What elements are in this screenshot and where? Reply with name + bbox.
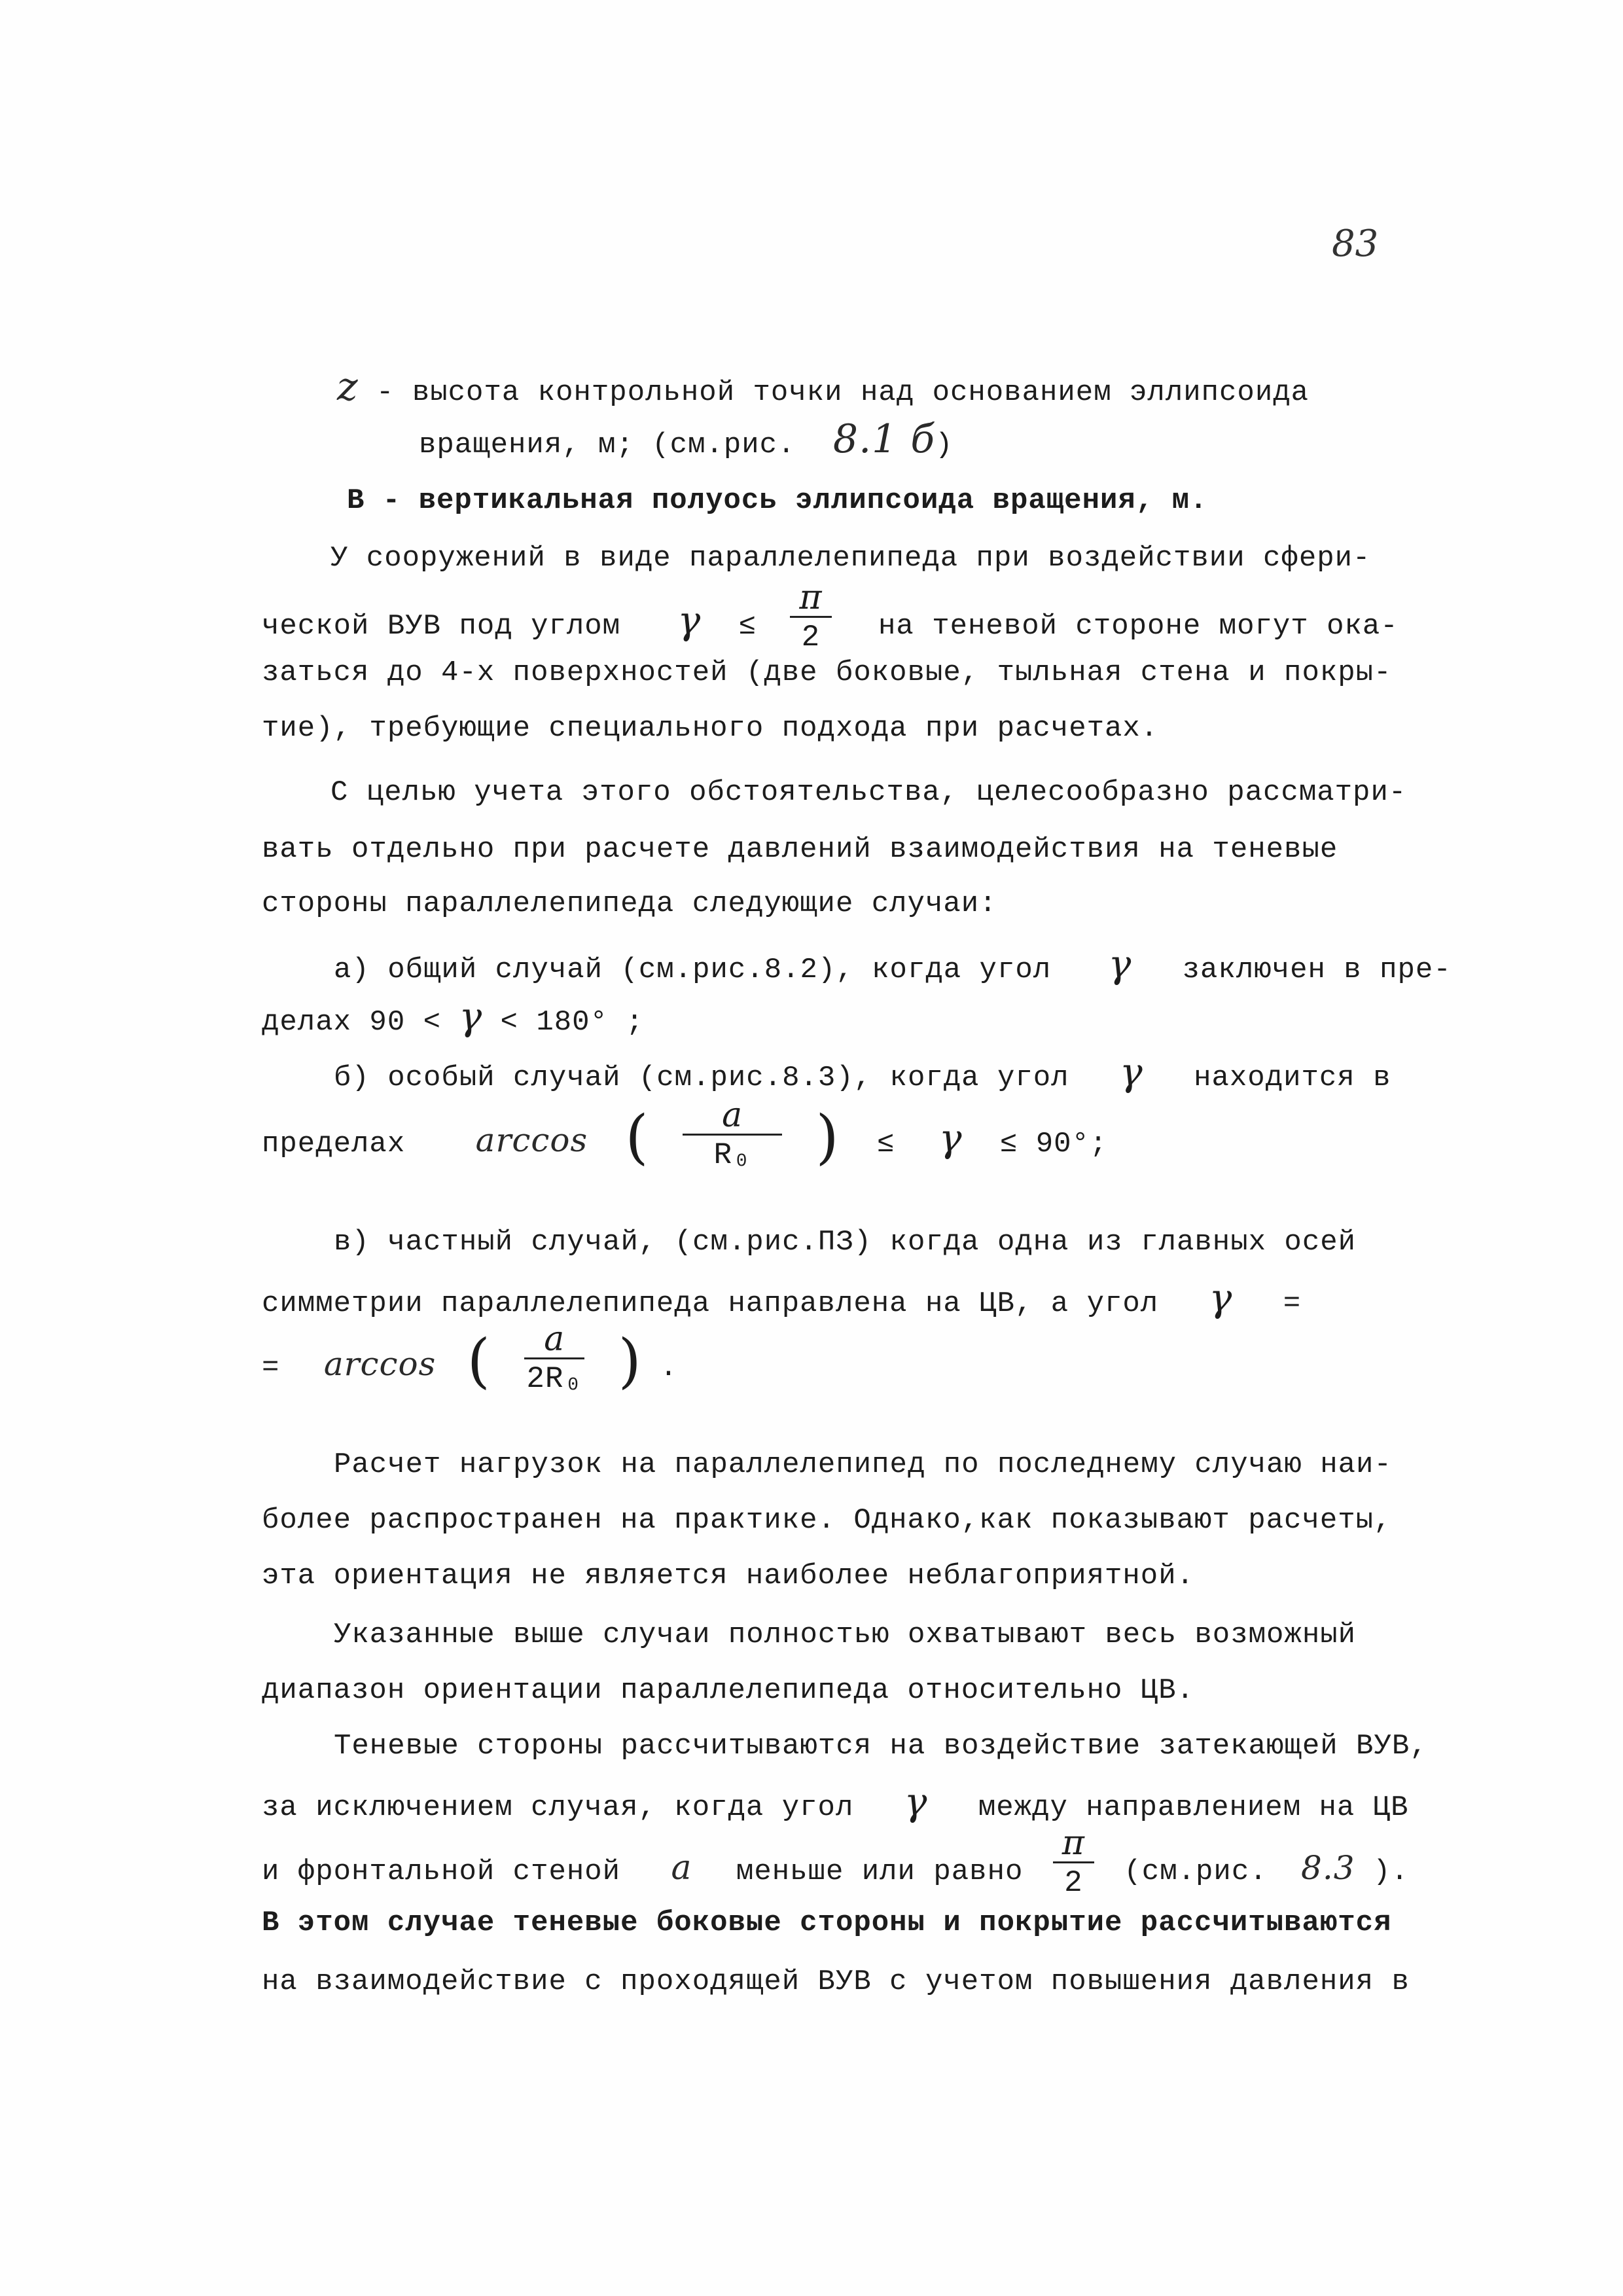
gamma-symbol: γ — [904, 1780, 928, 1824]
para5-line3-c: (см.рис. — [1124, 1856, 1268, 1889]
case-a-line1-b: заключен в пре- — [1182, 954, 1452, 986]
para5-line3-d: ). — [1372, 1856, 1409, 1889]
gamma-symbol: γ — [1108, 942, 1132, 986]
gamma-symbol: γ — [938, 1116, 963, 1161]
para5-line3-a: и фронтальной стеной — [262, 1856, 621, 1889]
para2-line3: стороны параллелепипеда следующие случаи: — [262, 888, 997, 920]
fraction-a-over-r0 — [683, 1097, 782, 1175]
fraction-pi-over-2 — [1053, 1825, 1094, 1903]
le-symbol: ≤ — [877, 1128, 895, 1161]
equals-sign: = — [262, 1352, 280, 1385]
arccos-label: arccos — [475, 1121, 588, 1160]
fraction-den: 2R₀ — [526, 1362, 583, 1396]
definition-z-cont-text: вращения, м; (см.рис. — [419, 429, 796, 461]
paren-open: ( — [625, 1102, 649, 1172]
symbol-b: B — [347, 484, 365, 517]
para5-line4: В этом случае теневые боковые стороны и покрытие рассчитываются — [262, 1907, 1392, 1939]
le-symbol: ≤ — [738, 610, 757, 643]
definition-z-close: ) — [935, 429, 954, 461]
para4-line2: диапазон ориентации параллелепипеда относительно ЦВ. — [262, 1674, 1195, 1707]
fraction-num: π — [790, 579, 831, 618]
para2-line2: вать отдельно при расчете давлений взаимодействия на теневые — [262, 833, 1338, 866]
paren-open: ( — [467, 1326, 491, 1395]
fraction-num: a — [524, 1321, 584, 1359]
definition-b — [347, 473, 1207, 529]
para5-line2 — [262, 1774, 1409, 1836]
fraction-den: 2 — [1064, 1866, 1083, 1900]
gamma-symbol: γ — [1119, 1050, 1143, 1094]
para1-line3: заться до 4-х поверхностей (две боковые, тыльная стена и покры- — [262, 656, 1392, 689]
equals-sign: = — [1283, 1287, 1302, 1320]
para1-line2-a: ческой ВУВ под углом — [262, 610, 621, 643]
para3-line1: Расчет нагрузок на параллелепипед по последнему случаю наи- — [334, 1448, 1392, 1481]
case-a-line1-a: а) общий случай (см.рис.8.2), когда угол — [334, 954, 1052, 986]
paren-close: ) — [618, 1326, 642, 1395]
figure-ref-8-1b: 8.1 б — [832, 416, 936, 462]
para3-line2: более распространен на практике. Однако,как показывают расчеты, — [262, 1504, 1392, 1537]
figure-ref-8-3: 8.3 — [1301, 1849, 1355, 1888]
fraction-num: π — [1053, 1825, 1094, 1863]
definition-z-cont — [419, 411, 953, 473]
period: . — [660, 1352, 678, 1385]
para5-line2-a: за исключением случая, когда угол — [262, 1791, 854, 1824]
case-b-line1-a: б) особый случай (см.рис.8.3), когда угол — [334, 1062, 1069, 1094]
case-b-line2-a: пределах — [262, 1128, 406, 1161]
fraction-num: a — [683, 1097, 782, 1136]
gamma-symbol: γ — [677, 598, 702, 643]
fraction-a-over-2r0 — [524, 1321, 584, 1399]
page-number: 83 — [1332, 223, 1379, 265]
case-a-line2-a: делах 90 < — [262, 1006, 442, 1039]
case-b-line2-c: ≤ 90°; — [999, 1128, 1108, 1161]
case-b-line1 — [334, 1044, 1391, 1106]
para5-line2-b: между направлением на ЦВ — [978, 1791, 1409, 1824]
definition-z-text: - высота контрольной точки над основанием эллипсоида — [358, 376, 1310, 409]
para1-line4: тие), требующие специального подхода при расчетах. — [262, 712, 1159, 745]
para5-line3-b: меньше или равно — [736, 1856, 1024, 1889]
fraction-den: R₀ — [713, 1138, 751, 1172]
para1-line1: У сооружений в виде параллелепипеда при воздействии сфери- — [330, 542, 1371, 575]
case-c-line2-a: симметрии параллелепипеда направлена на ЦВ, а угол — [262, 1287, 1159, 1320]
case-a-line2-b: < 180° ; — [500, 1006, 644, 1039]
case-c-line3 — [262, 1319, 678, 1407]
case-c-line1: в) частный случай, (см.рис.ПЗ) когда одна из главных осей — [334, 1226, 1357, 1259]
fraction-den: 2 — [801, 620, 821, 655]
para1-line2-b: на теневой стороне могут ока- — [878, 610, 1399, 643]
para5-line1: Теневые стороны рассчитываются на воздействие затекающей ВУВ, — [334, 1730, 1428, 1763]
case-a-line2 — [262, 988, 644, 1050]
definition-b-text: - вертикальная полуось эллипсоида вращения, м. — [365, 484, 1208, 517]
para2-line1: С целью учета этого обстоятельства, целесообразно рассматри- — [330, 776, 1407, 809]
alpha-symbol: a — [671, 1848, 692, 1888]
case-b-line2 — [262, 1096, 1108, 1183]
gamma-symbol: γ — [459, 994, 483, 1039]
case-c-line2 — [262, 1270, 1301, 1332]
para4-line1: Указанные выше случаи полностью охватывают весь возможный — [334, 1619, 1357, 1651]
symbol-z: z — [337, 364, 359, 410]
case-b-line1-b: находится в — [1194, 1062, 1391, 1094]
para5-line5: на взаимодействие с проходящей ВУВ с учетом повышения давления в — [262, 1965, 1410, 1998]
arccos-label: arccos — [323, 1345, 437, 1384]
gamma-symbol: γ — [1209, 1276, 1233, 1320]
para3-line3: эта ориентация не является наиболее неблагоприятной. — [262, 1560, 1195, 1592]
paren-close: ) — [815, 1102, 840, 1172]
